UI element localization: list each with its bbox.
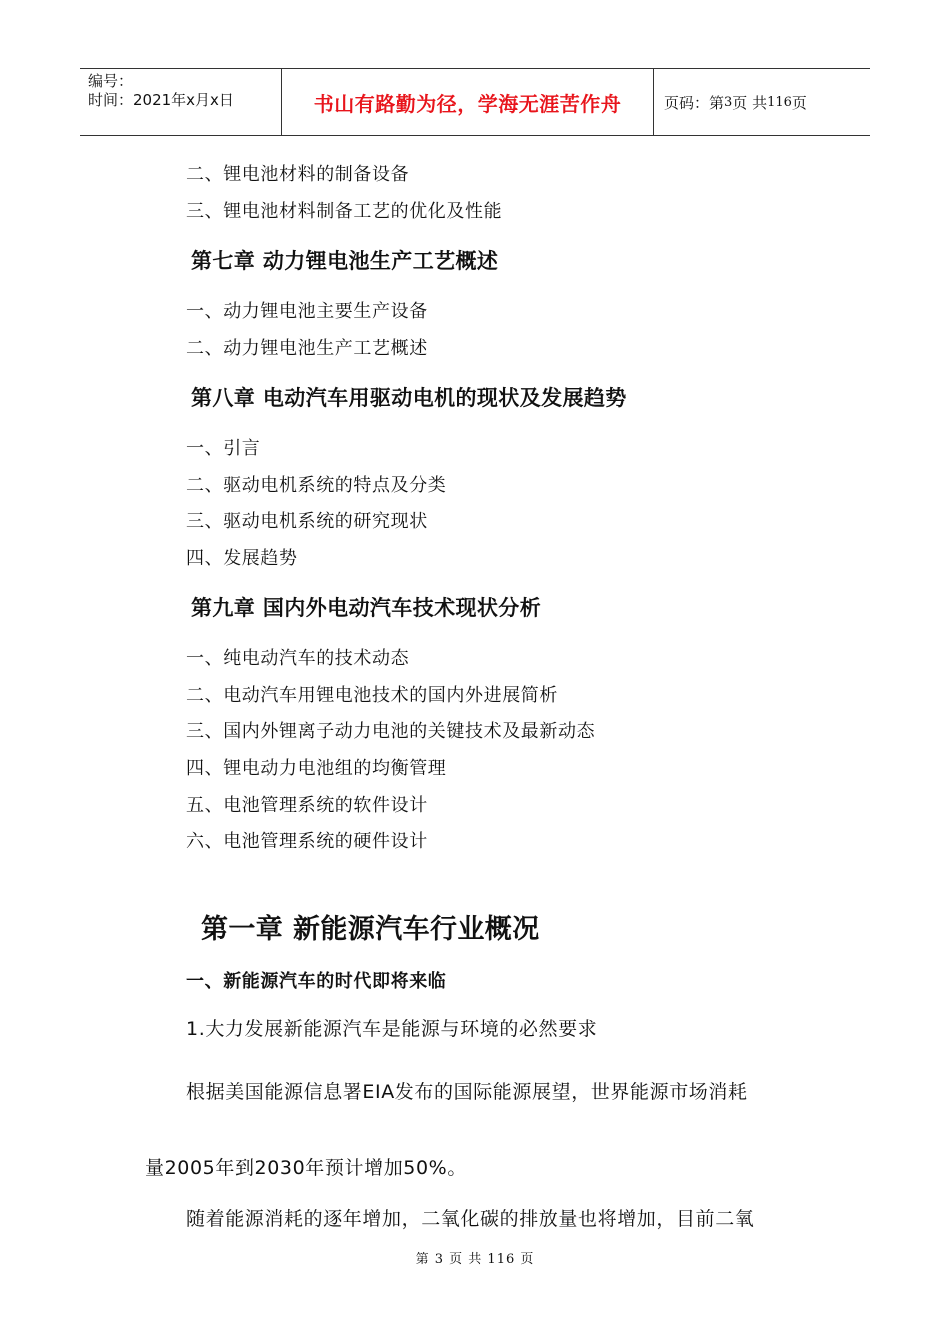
- toc-chapter-title: 第八章 电动汽车用驱动电机的现状及发展趋势: [191, 386, 627, 410]
- toc-item: 一、引言: [186, 438, 261, 459]
- header-info-cell: [80, 69, 282, 135]
- toc-item: 三、驱动电机系统的研究现状: [186, 511, 428, 532]
- toc-item: 六、电池管理系统的硬件设计: [186, 831, 428, 852]
- toc-item: 四、锂电动力电池组的均衡管理: [186, 758, 447, 779]
- document-time-label: 时间：2021年x月x日: [88, 91, 234, 109]
- subsection-title: 1.大力发展新能源汽车是能源与环境的必然要求: [186, 1018, 598, 1040]
- page-mid: 页 共: [732, 93, 768, 112]
- paragraph-line: 根据美国能源信息署EIA发布的国际能源展望，世界能源市场消耗: [186, 1081, 748, 1103]
- toc-item: 一、纯电动汽车的技术动态: [186, 648, 410, 669]
- toc-chapter-title: 第七章 动力锂电池生产工艺概述: [191, 249, 499, 273]
- toc-item: 二、驱动电机系统的特点及分类: [186, 475, 447, 496]
- header-page-info: [654, 69, 870, 135]
- page-suffix: 页: [791, 93, 807, 112]
- paragraph-line: 量2005年到2030年预计增加50%。: [145, 1157, 467, 1179]
- page-footer: 第 3 页 共 116 页: [415, 1252, 535, 1267]
- chapter-title: 第一章 新能源汽车行业概况: [201, 914, 540, 945]
- toc-item: 三、锂电池材料制备工艺的优化及性能: [186, 201, 503, 222]
- page-prefix: 页码：第: [664, 93, 725, 112]
- toc-item: 二、锂电池材料的制备设备: [186, 164, 410, 185]
- toc-item: 二、动力锂电池生产工艺概述: [186, 338, 428, 359]
- toc-item: 二、电动汽车用锂电池技术的国内外进展简析: [186, 685, 558, 706]
- page-header: [80, 68, 870, 136]
- paragraph-line: 随着能源消耗的逐年增加，二氧化碳的排放量也将增加，目前二氧: [186, 1208, 755, 1230]
- page-current: 3: [724, 94, 733, 110]
- toc-item: 四、发展趋势: [186, 548, 298, 569]
- toc-chapter-title: 第九章 国内外电动汽车技术现状分析: [191, 596, 542, 620]
- header-motto: 书山有路勤为径，学海无涯苦作舟: [282, 69, 654, 135]
- toc-item: 一、动力锂电池主要生产设备: [186, 301, 428, 322]
- section-title: 一、新能源汽车的时代即将来临: [186, 971, 447, 992]
- toc-item: 五、电池管理系统的软件设计: [186, 795, 428, 816]
- document-number-label: 编号：: [88, 72, 134, 90]
- toc-item: 三、国内外锂离子动力电池的关键技术及最新动态: [186, 721, 596, 742]
- page-total: 116: [767, 94, 792, 110]
